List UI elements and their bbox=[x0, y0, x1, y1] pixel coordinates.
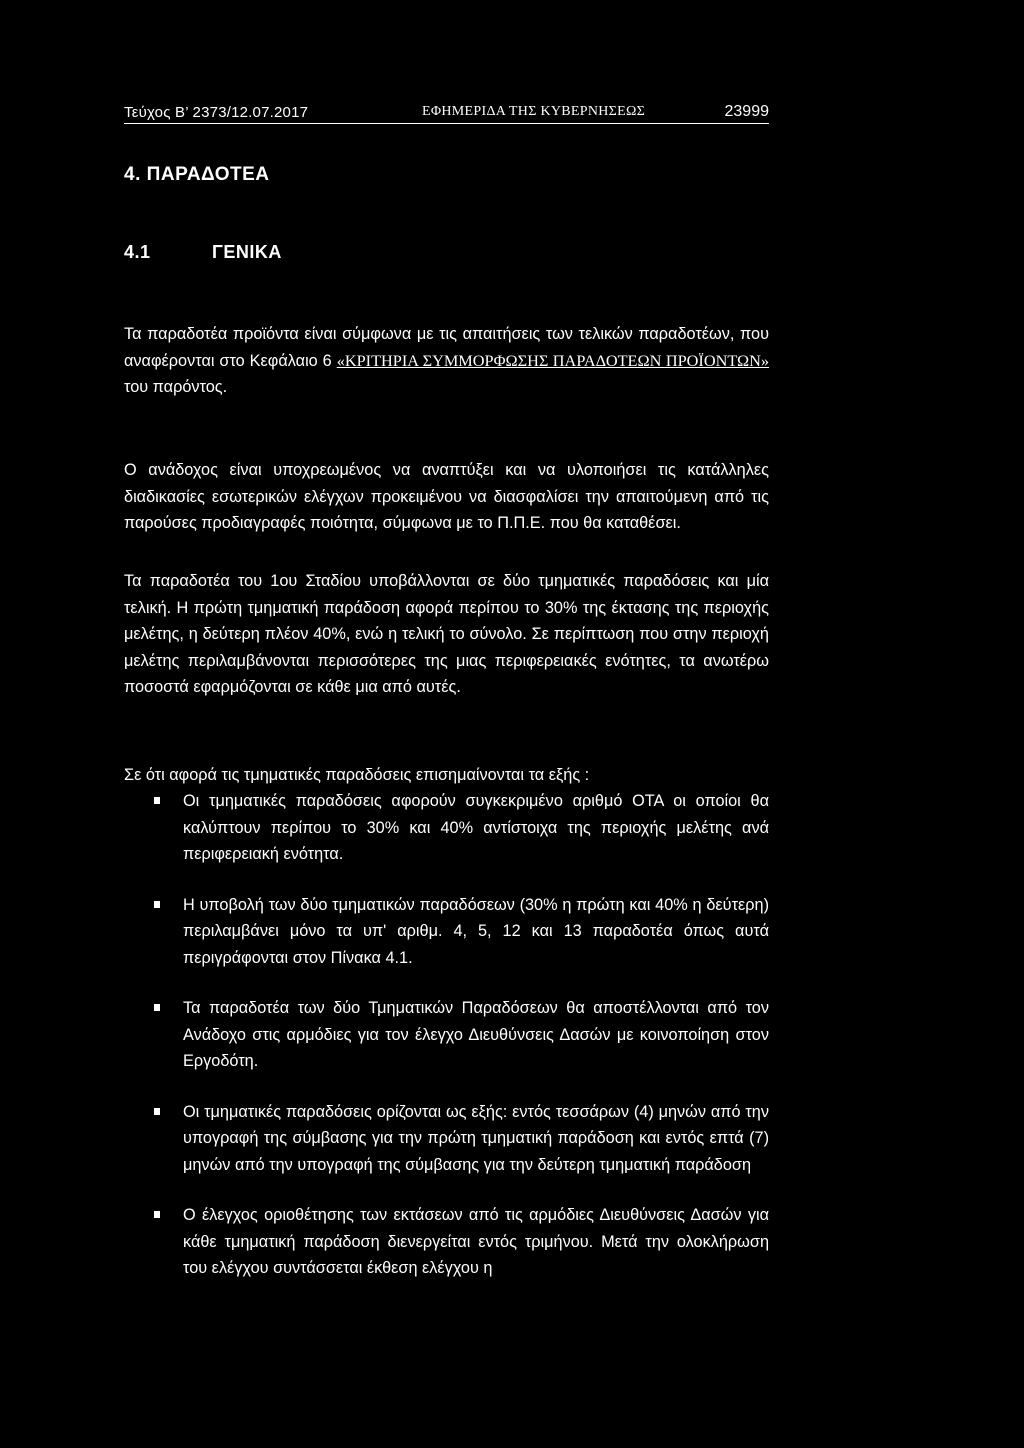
chapter-title: 4. ΠΑΡΑΔΟΤΕΑ bbox=[124, 164, 270, 185]
list-item bbox=[124, 995, 769, 1075]
page-number: 23999 bbox=[724, 103, 769, 120]
gazette-title: ΕΦΗΜΕΡΙΔΑ ΤΗΣ ΚΥΒΕΡΝΗΣΕΩΣ bbox=[422, 104, 646, 119]
bullet-icon bbox=[154, 1004, 160, 1011]
paragraph-notes-intro: Σε ότι αφορά τις τμηματικές παραδόσεις επισημαίνονται τα εξής : bbox=[124, 766, 590, 784]
bullet-icon bbox=[154, 797, 160, 804]
paragraph-conformance bbox=[124, 321, 769, 401]
list-item-text: Η υποβολή των δύο τμηματικών παραδόσεων (30% η πρώτη και 40% η δεύτερη) περιλαμβάνει μόνο τα υπ' αριθμ. 4, 5, 12 και 13 παραδοτέα όπως αυτά περιγράφονται στον Πίνακα 4.1. bbox=[183, 895, 769, 967]
list-item bbox=[124, 1202, 769, 1282]
bullet-icon bbox=[154, 1108, 160, 1115]
bullet-icon bbox=[154, 901, 160, 908]
list-item bbox=[124, 788, 769, 868]
list-item-text: Οι τμηματικές παραδόσεις αφορούν συγκεκριμένο αριθμό ΟΤΑ οι οποίοι θα καλύπτουν περίπου το 30% και 40% αντίστοιχα της περιοχής μελέτης ανά περιφερειακή ενότητα. bbox=[183, 792, 769, 863]
bullet-icon bbox=[154, 1211, 160, 1218]
paragraph-text: Τα παραδοτέα προϊόντα είναι σύμφωνα με τις απαιτήσεις των τελικών παραδοτέων, που αναφέρονται στο Κεφάλαιο 6 bbox=[124, 325, 769, 370]
paragraph-text: του παρόντος. bbox=[124, 378, 228, 396]
page-header bbox=[124, 101, 769, 124]
section-number: 4.1 bbox=[124, 242, 151, 262]
notes-list bbox=[124, 788, 769, 1306]
list-item-text: Τα παραδοτέα των δύο Τμηματικών Παραδόσεων θα αποστέλλονται από τον Ανάδοχο στις αρμόδιες για τον έλεγχο Διευθύνσεις Δασών με κοινοποίηση στον Εργοδότη. bbox=[183, 999, 769, 1070]
issue-reference: Τεύχος Β’ 2373/12.07.2017 bbox=[124, 104, 309, 121]
paragraph-contractor-obligations: Ο ανάδοχος είναι υποχρεωμένος να αναπτύξει και να υλοποιήσει τις κατάλληλες διαδικασίες εσωτερικών ελέγχων προκειμένου να διασφαλίσει την απαιτούμενη από τις παρούσες προδιαγραφές ποιότητα, σύμφωνα με το Π.Π.Ε. που θα καταθέσει. bbox=[124, 461, 769, 532]
list-item bbox=[124, 892, 769, 972]
section-title: ΓΕΝΙΚΑ bbox=[212, 242, 282, 262]
chapter-reference: «ΚΡΙΤΗΡΙΑ ΣΥΜΜΟΡΦΩΣΗΣ ΠΑΡΑΔΟΤΕΩΝ ΠΡΟΪΟΝΤΩΝ» bbox=[336, 350, 769, 370]
list-item bbox=[124, 1099, 769, 1179]
list-item-text: Ο έλεγχος οριοθέτησης των εκτάσεων από τις αρμόδιες Διευθύνσεις Δασών για κάθε τμηματική παράδοση διενεργείται εντός τριμήνου. Μετά την ολοκλήρωση του ελέγχου συντάσσεται έκθεση ελέγχου η bbox=[183, 1206, 769, 1277]
paragraph-partial-deliveries: Τα παραδοτέα του 1ου Σταδίου υποβάλλονται σε δύο τμηματικές παραδόσεις και μία τελική. Η πρώτη τμηματική παράδοση αφορά περίπου το 30% της έκτασης της περιοχής μελέτης, η δεύτερη πλέον 40%, ενώ η τελική το σύνολο. Σε περίπτωση που στην περιοχή μελέτης περιλαμβάνονται περισσότερες της μιας περιφερειακές ενότητες, τα ανωτέρω ποσοστά εφαρμόζονται σε κάθε μια από αυτές. bbox=[124, 572, 769, 696]
list-item-text: Οι τμηματικές παραδόσεις ορίζονται ως εξής: εντός τεσσάρων (4) μηνών από την υπογραφή της σύμβασης για την πρώτη τμηματική παράδοση και εντός επτά (7) μηνών από την υπογραφή της σύμβασης για την δεύτερη τμηματική παράδοση bbox=[183, 1102, 769, 1174]
section-heading bbox=[124, 242, 282, 263]
